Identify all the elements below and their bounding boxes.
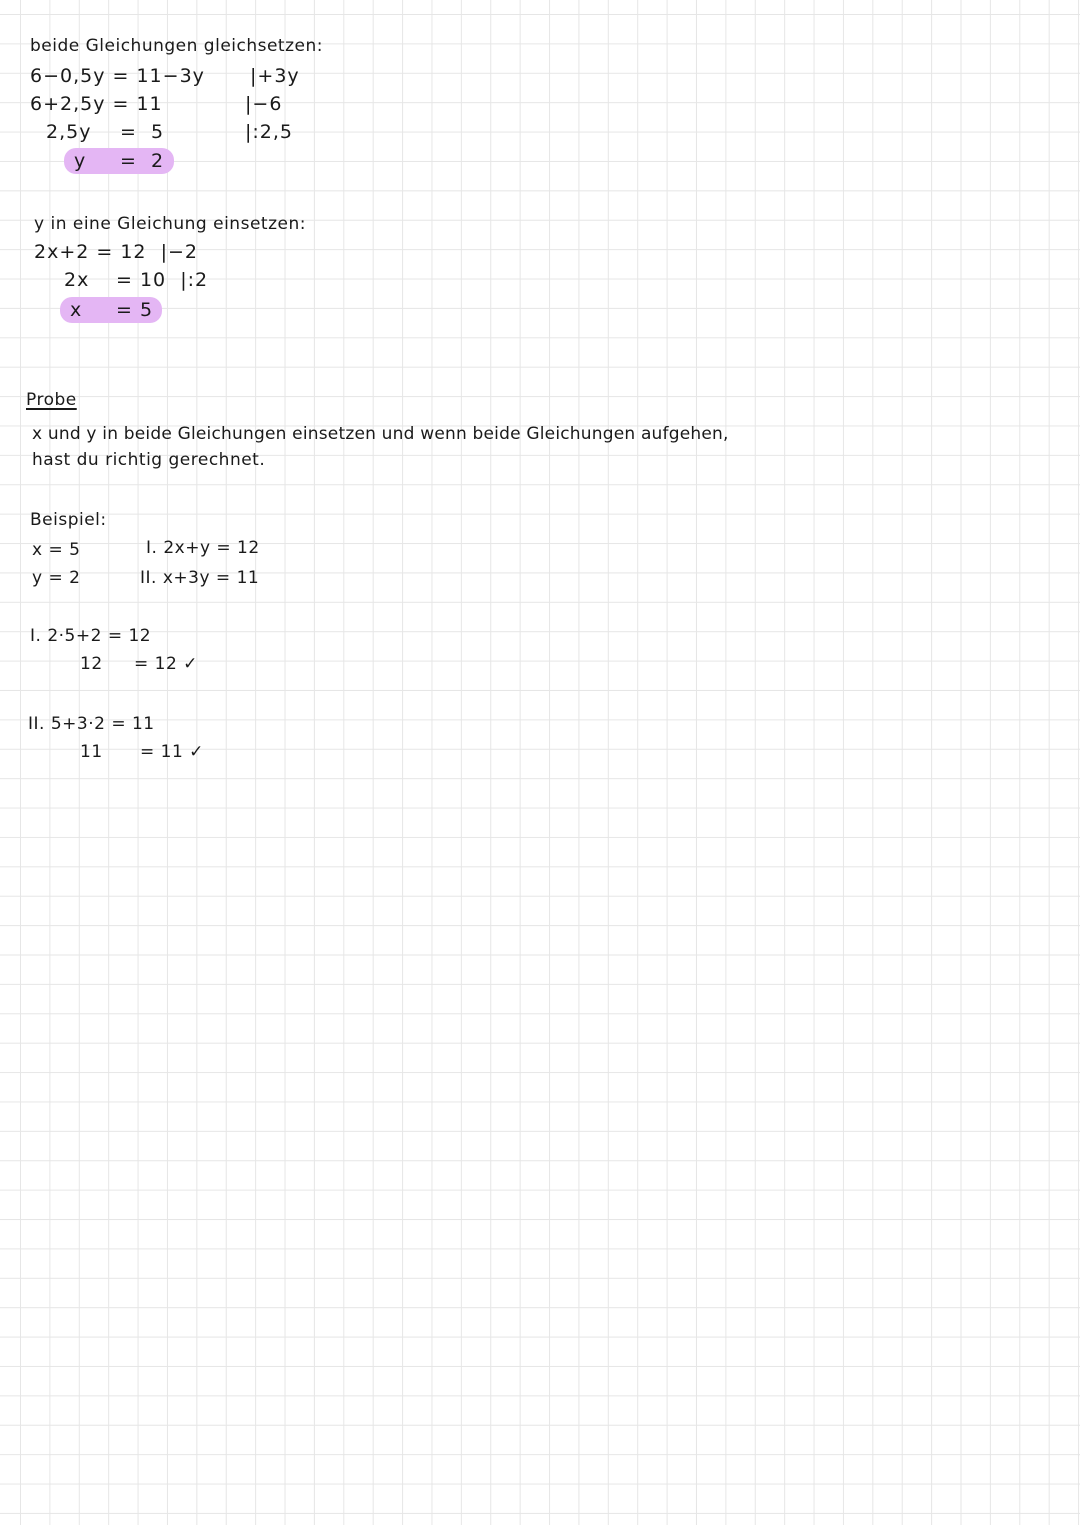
given-y: y = 2 [32,568,81,588]
equation-I: I. 2x+y = 12 [146,538,260,558]
check-II-line-2-right: = 11 ✓ [140,742,204,762]
heading-probe: Probe [26,390,77,410]
heading-beispiel: Beispiel: [30,510,107,530]
check-II-line-2-left: 11 [80,742,103,762]
check-II-line-1: II. 5+3·2 = 11 [28,714,155,734]
result-y-left: y [74,150,87,172]
check-I-line-2-left: 12 [80,654,103,674]
check-I-line-2-right: = 12 ✓ [134,654,198,674]
equation-line-2: 6+2,5y = 11 [30,93,163,115]
result-x-left: x [70,299,83,321]
equation-x-line-1: 2x+2 = 12 |−2 [34,241,199,263]
heading-gleichsetzen: beide Gleichungen gleichsetzen: [30,36,323,56]
equation-x-line-2-right: = 10 |:2 [116,269,209,291]
equation-x-line-2-left: 2x [64,269,90,291]
equation-line-3-right: = 5 [120,121,165,143]
probe-text-line-2: hast du richtig gerechnet. [32,450,266,470]
operation-3: |:2,5 [245,121,294,143]
equation-line-1: 6−0,5y = 11−3y [30,65,205,87]
result-x-right: = 5 [116,299,154,321]
probe-text-line-1: x und y in beide Gleichungen einsetzen und wenn beide Gleichungen aufgehen, [32,424,729,444]
check-I-line-1: I. 2·5+2 = 12 [30,626,152,646]
operation-1: |+3y [250,65,300,87]
result-y-right: = 2 [120,150,165,172]
equation-line-3-left: 2,5y [46,121,92,143]
equation-II: II. x+3y = 11 [140,568,260,588]
operation-2: |−6 [245,93,283,115]
heading-einsetzen: y in eine Gleichung einsetzen: [34,214,306,234]
given-x: x = 5 [32,540,81,560]
